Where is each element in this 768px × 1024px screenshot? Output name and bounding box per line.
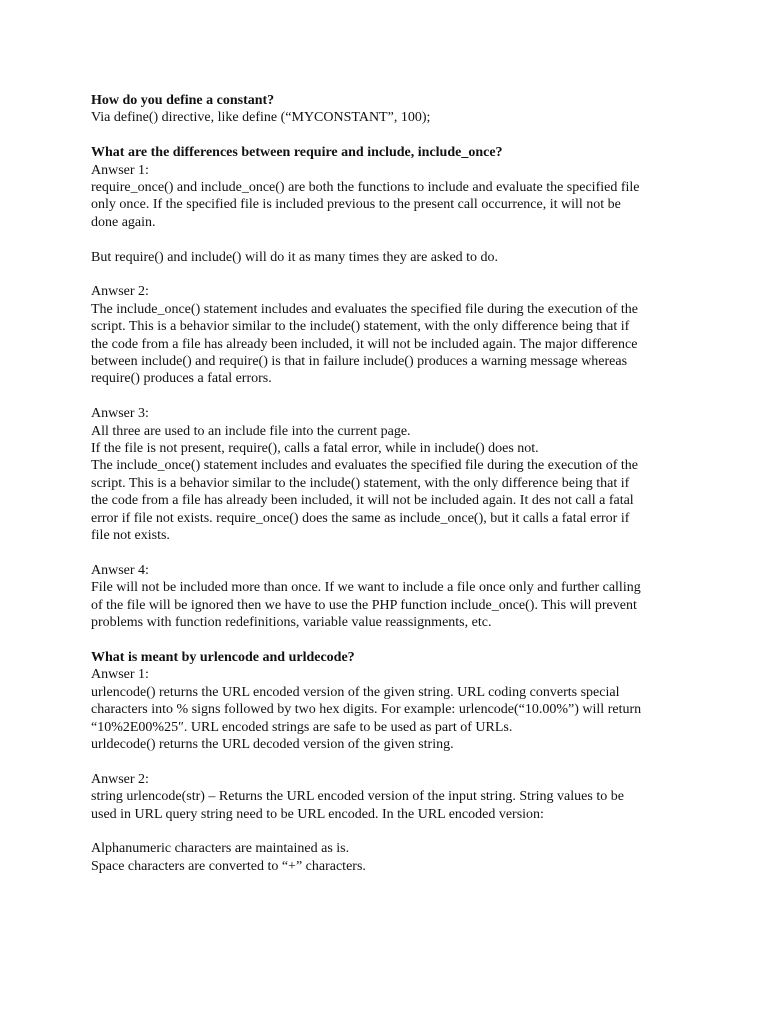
text-line: If the file is not present, require(), calls a fatal error, while in include() does not.: [91, 441, 539, 457]
text-line: But require() and include() will do it as many times they are asked to do.: [91, 249, 499, 265]
faq-section-urlencode-urldecode: [91, 649, 681, 875]
text-line: of the file will be ignored then we have to use the PHP function include_once(). This will prevent: [91, 597, 637, 613]
answer-paragraph: [91, 840, 681, 875]
answer-paragraph: [91, 283, 681, 387]
text-line: require() produces a fatal errors.: [91, 371, 272, 387]
text-line: characters into % signs followed by two hex digits. For example: urlencode(“10.00%”) will return: [91, 702, 642, 718]
text-line: Alphanumeric characters are maintained as is.: [91, 841, 350, 857]
answer-label: Anwser 2:: [91, 284, 149, 300]
text-line: The include_once() statement includes and evaluates the specified file during the execution of the: [91, 301, 638, 317]
question-heading: What are the differences between require and include, include_once?: [91, 145, 503, 161]
text-line: problems with function redefinitions, variable value reassignments, etc.: [91, 615, 492, 631]
answer-paragraph: [91, 162, 681, 232]
text-line: All three are used to an include file into the current page.: [91, 423, 411, 439]
text-line: Via define() directive, like define (“MYCONSTANT”, 100);: [91, 110, 431, 126]
answer-paragraph: [91, 405, 681, 544]
question-heading: What is meant by urlencode and urldecode?: [91, 649, 355, 665]
text-line: error if file not exists. require_once() does the same as include_once(), but it calls a fatal error if: [91, 510, 630, 526]
faq-section-require-include: [91, 144, 681, 631]
text-line: urlencode() returns the URL encoded version of the given string. URL coding converts special: [91, 684, 620, 700]
answer-label: Anwser 3:: [91, 406, 149, 422]
answer-paragraph: [91, 249, 681, 266]
document-page: [91, 92, 681, 875]
faq-section-define-constant: [91, 92, 681, 127]
text-line: Space characters are converted to “+” characters.: [91, 858, 366, 874]
text-line: file not exists.: [91, 528, 170, 544]
answer-label: Anwser 4:: [91, 562, 149, 578]
text-line: string urlencode(str) – Returns the URL encoded version of the input string. String values to be: [91, 789, 624, 805]
text-line: urldecode() returns the URL decoded version of the given string.: [91, 736, 454, 752]
answer-label: Anwser 2:: [91, 771, 149, 787]
text-line: script. This is a behavior similar to the include() statement, with the only difference being that if: [91, 475, 630, 491]
answer-label: Anwser 1:: [91, 667, 149, 683]
text-line: require_once() and include_once() are both the functions to include and evaluate the specified file: [91, 180, 640, 196]
text-line: the code from a file has already been included, it will not be included again. It des not call a fatal: [91, 493, 634, 509]
answer-label: Anwser 1:: [91, 162, 149, 178]
text-line: “10%2E00%25″. URL encoded strings are safe to be used as part of URLs.: [91, 719, 513, 735]
answer-paragraph: [91, 666, 681, 753]
text-line: the code from a file has already been included, it will not be included again. The major difference: [91, 336, 638, 352]
text-line: between include() and require() is that in failure include() produces a warning message whereas: [91, 354, 628, 370]
text-line: used in URL query string need to be URL encoded. In the URL encoded version:: [91, 806, 544, 822]
text-line: done again.: [91, 214, 156, 230]
text-line: script. This is a behavior similar to the include() statement, with the only difference being that if: [91, 319, 630, 335]
answer-paragraph: [91, 771, 681, 823]
text-line: only once. If the specified file is included previous to the present call occurrence, it will not be: [91, 197, 621, 213]
text-line: File will not be included more than once. If we want to include a file once only and further calling: [91, 580, 641, 596]
answer-paragraph: [91, 562, 681, 632]
question-heading: How do you define a constant?: [91, 93, 275, 108]
answer-paragraph: [91, 109, 681, 126]
text-line: The include_once() statement includes and evaluates the specified file during the execution of the: [91, 458, 638, 474]
